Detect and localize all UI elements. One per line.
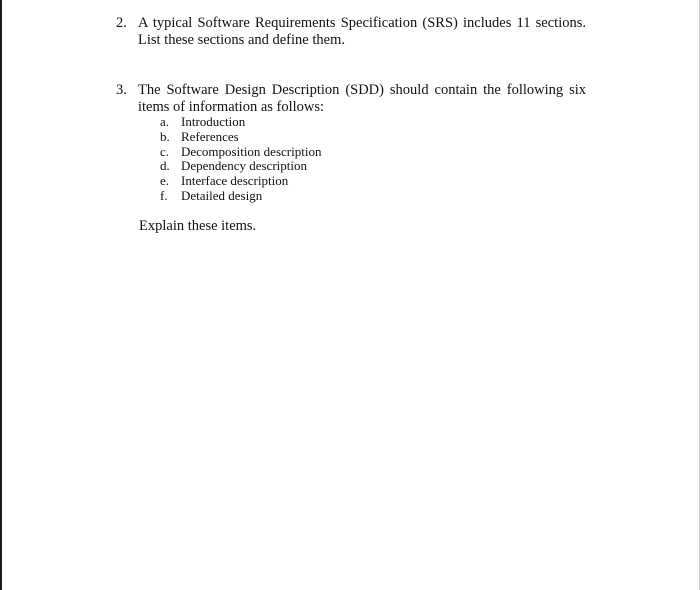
list-item — [160, 130, 321, 145]
list-item-text: References — [181, 128, 239, 144]
question-number: 3. — [116, 82, 127, 98]
page-left-edge — [0, 0, 2, 590]
list-item-text: Dependency description — [181, 158, 307, 174]
list-item-text: Interface description — [181, 173, 289, 189]
list-item — [160, 189, 321, 204]
sdd-item-list — [160, 115, 321, 204]
list-item-text: Decomposition description — [181, 143, 322, 159]
list-item-letter: d. — [160, 158, 170, 174]
list-item — [160, 159, 321, 174]
question-line: List these sections and define them. — [138, 32, 345, 48]
list-item-letter: a. — [160, 114, 170, 129]
list-item-letter: b. — [160, 128, 170, 144]
question-line: The Software Design Description (SDD) should contain the following six — [138, 82, 586, 98]
question-text — [138, 82, 586, 116]
question-line: A typical Software Requirements Specification (SRS) includes 11 sections. — [138, 15, 586, 31]
question-text — [138, 15, 586, 49]
list-item — [160, 145, 321, 160]
question-3-closing: Explain these items. — [139, 218, 257, 234]
list-item-letter: c. — [160, 143, 170, 159]
list-item-text: Introduction — [181, 114, 246, 129]
list-item-text: Detailed design — [181, 187, 263, 203]
list-item — [160, 174, 321, 189]
question-line: items of information as follows: — [138, 99, 325, 115]
question-2 — [116, 15, 586, 49]
list-item — [160, 115, 321, 130]
question-3 — [116, 82, 586, 116]
list-item-letter: e. — [160, 173, 170, 189]
question-number: 2. — [116, 15, 127, 31]
list-item-letter: f. — [160, 187, 168, 203]
